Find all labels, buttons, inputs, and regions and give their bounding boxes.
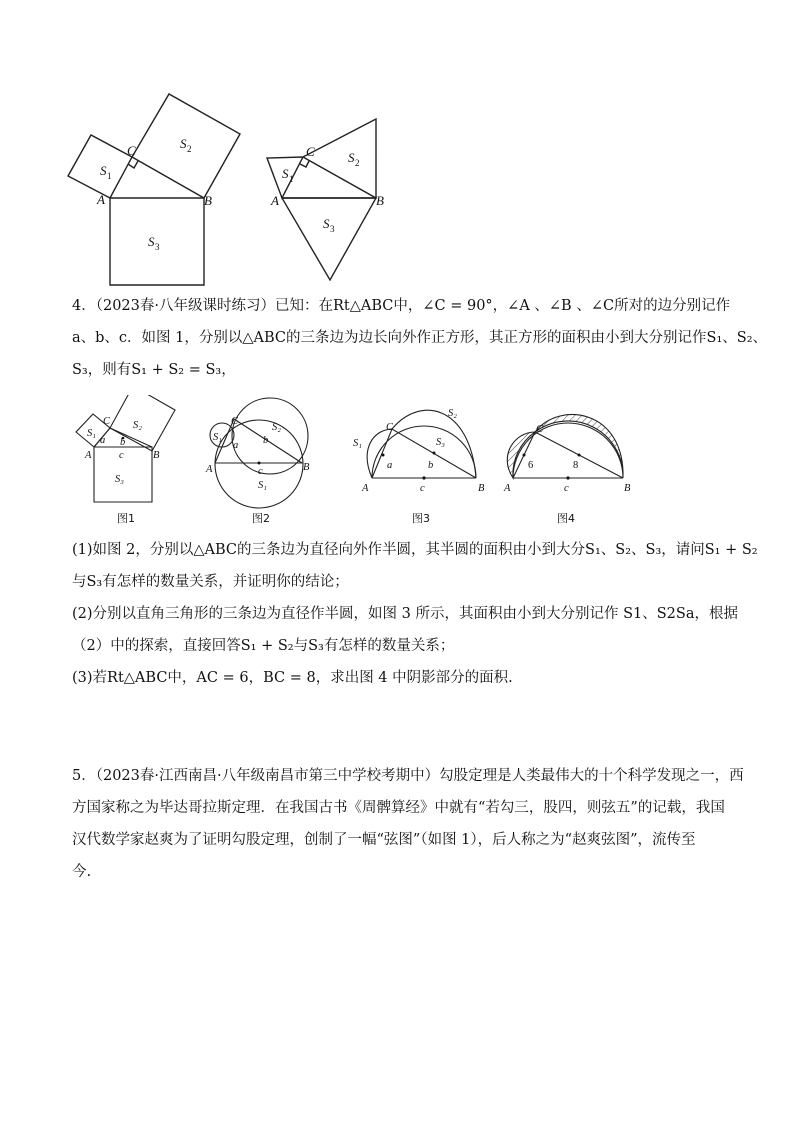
label-s2: S	[180, 136, 187, 151]
fig3-label-s3: S₃	[436, 437, 445, 448]
label-b: B	[376, 193, 384, 208]
label-s2-sub: 2	[355, 158, 360, 168]
label-s1-sub: 1	[289, 174, 294, 184]
figure-row	[70, 395, 670, 515]
problem5-line1: 5．（2023春·江西南昌·八年级南昌市第三中学校考期中）勾股定理是人类最伟大的十个科学发现之一，西	[72, 768, 744, 784]
caption-fig3: 图3	[412, 512, 430, 525]
caption-fig4: 图4	[557, 512, 575, 525]
fig4-label-c: C	[536, 424, 544, 435]
label-a: A	[97, 192, 105, 207]
fig1-label-s1: S₁	[87, 428, 96, 439]
fig1-label-s2: S₂	[133, 420, 142, 431]
fig4-label-side-8: 8	[573, 460, 579, 471]
fig1-label-a: A	[85, 450, 92, 461]
fig2-label-b: B	[303, 462, 310, 473]
problem5-line2: 方国家称之为毕达哥拉斯定理．在我国古书《周髀算经》中就有“若勾三，股四，则弦五”的记载，我国	[72, 800, 725, 816]
fig3-label-a: A	[362, 483, 369, 494]
fig2-label-side-c: c	[258, 466, 263, 477]
label-b: B	[204, 193, 212, 208]
fig2-label-s2: S₂	[272, 422, 281, 433]
fig2-label-c: C	[231, 416, 239, 427]
triangle-s3-right	[282, 198, 376, 280]
fig2-label-a: A	[206, 464, 213, 475]
problem4-q2-line1: (2)分别以直角三角形的三条边为直径作半圆，如图 3 所示，其面积由小到大分别记作 S1、S2Sa，根据	[72, 606, 738, 622]
label-s3-sub: 3	[155, 242, 160, 252]
problem4-line1: 4．（2023春·八年级课时练习）已知：在Rt△ABC中，∠C = 90°，∠A 、∠B 、∠C所对的边分别记作	[72, 298, 731, 314]
fig4-label-side-6: 6	[528, 460, 534, 471]
label-s3-sub: 3	[330, 224, 335, 234]
label-s3: S	[148, 234, 155, 249]
label-a: A	[271, 193, 279, 208]
problem5-line4: 今.	[72, 864, 92, 880]
fig1-label-side-b: b	[120, 437, 126, 448]
fig2-label-s3: S₁	[258, 480, 267, 491]
right-angle-right	[300, 161, 309, 167]
fig2-triangle	[215, 419, 302, 463]
fig1-label-side-a: a	[100, 435, 106, 446]
fig3-label-side-c: c	[420, 483, 425, 494]
label-c: C	[127, 143, 136, 158]
problem4-line2: a、b、c．如图 1，分别以△ABC的三条边为边长向外作正方形，其正方形的面积由小到大分别记作S₁、S₂、	[72, 330, 768, 346]
label-s1-sub: 1	[107, 171, 112, 181]
fig1-label-side-c: c	[119, 450, 124, 461]
label-s1: S	[282, 166, 289, 181]
caption-fig2: 图2	[252, 512, 270, 525]
fig2-label-side-a: a	[233, 440, 239, 451]
label-s2: S	[348, 150, 355, 165]
fig1-label-b: B	[153, 450, 160, 461]
label-s3: S	[323, 216, 330, 231]
caption-fig1: 图1	[117, 512, 135, 525]
fig4-label-b: B	[624, 483, 631, 494]
fig4-label-a: A	[504, 483, 511, 494]
label-s2-sub: 2	[187, 144, 192, 154]
problem4-q1-line1: (1)如图 2，分别以△ABC的三条边为直径向外作半圆，其半圆的面积由小到大分S₁、S₂、S₃，请问S₁ + S₂	[72, 542, 758, 558]
problem4-line3: S₃，则有S₁ + S₂ = S₃，	[72, 362, 236, 378]
fig3-label-s2: S₂	[448, 408, 457, 419]
fig1-label-c: C	[103, 416, 111, 427]
problem4-q1-line2: 与S₃有怎样的数量关系，并证明你的结论；	[72, 574, 349, 590]
top-figures	[60, 88, 400, 288]
fig4-label-side-c: c	[564, 483, 569, 494]
fig3-label-s1: S₁	[353, 438, 362, 449]
fig2-label-s1: S₁	[213, 432, 222, 443]
label-c: C	[306, 144, 315, 159]
fig3-label-side-b: b	[428, 460, 434, 471]
problem5-line3: 汉代数学家赵爽为了证明勾股定理，创制了一幅“弦图”（如图 1），后人称之为“赵爽弦图”，流传至	[72, 832, 696, 848]
fig4-shade-left	[507, 432, 535, 478]
problem4-q3: (3)若Rt△ABC中，AC = 6，BC = 8，求出图 4 中阴影部分的面积.	[72, 670, 513, 686]
label-s1: S	[100, 163, 107, 178]
fig1-label-s3: S₃	[115, 474, 124, 485]
fig2-label-side-b: b	[263, 435, 269, 446]
fig3-label-c: C	[386, 422, 394, 433]
fig3-label-b: B	[478, 483, 485, 494]
problem4-q2-line2: （2）中的探索，直接回答S₁ + S₂与S₃有怎样的数量关系；	[72, 638, 455, 654]
fig3-label-side-a: a	[387, 460, 393, 471]
